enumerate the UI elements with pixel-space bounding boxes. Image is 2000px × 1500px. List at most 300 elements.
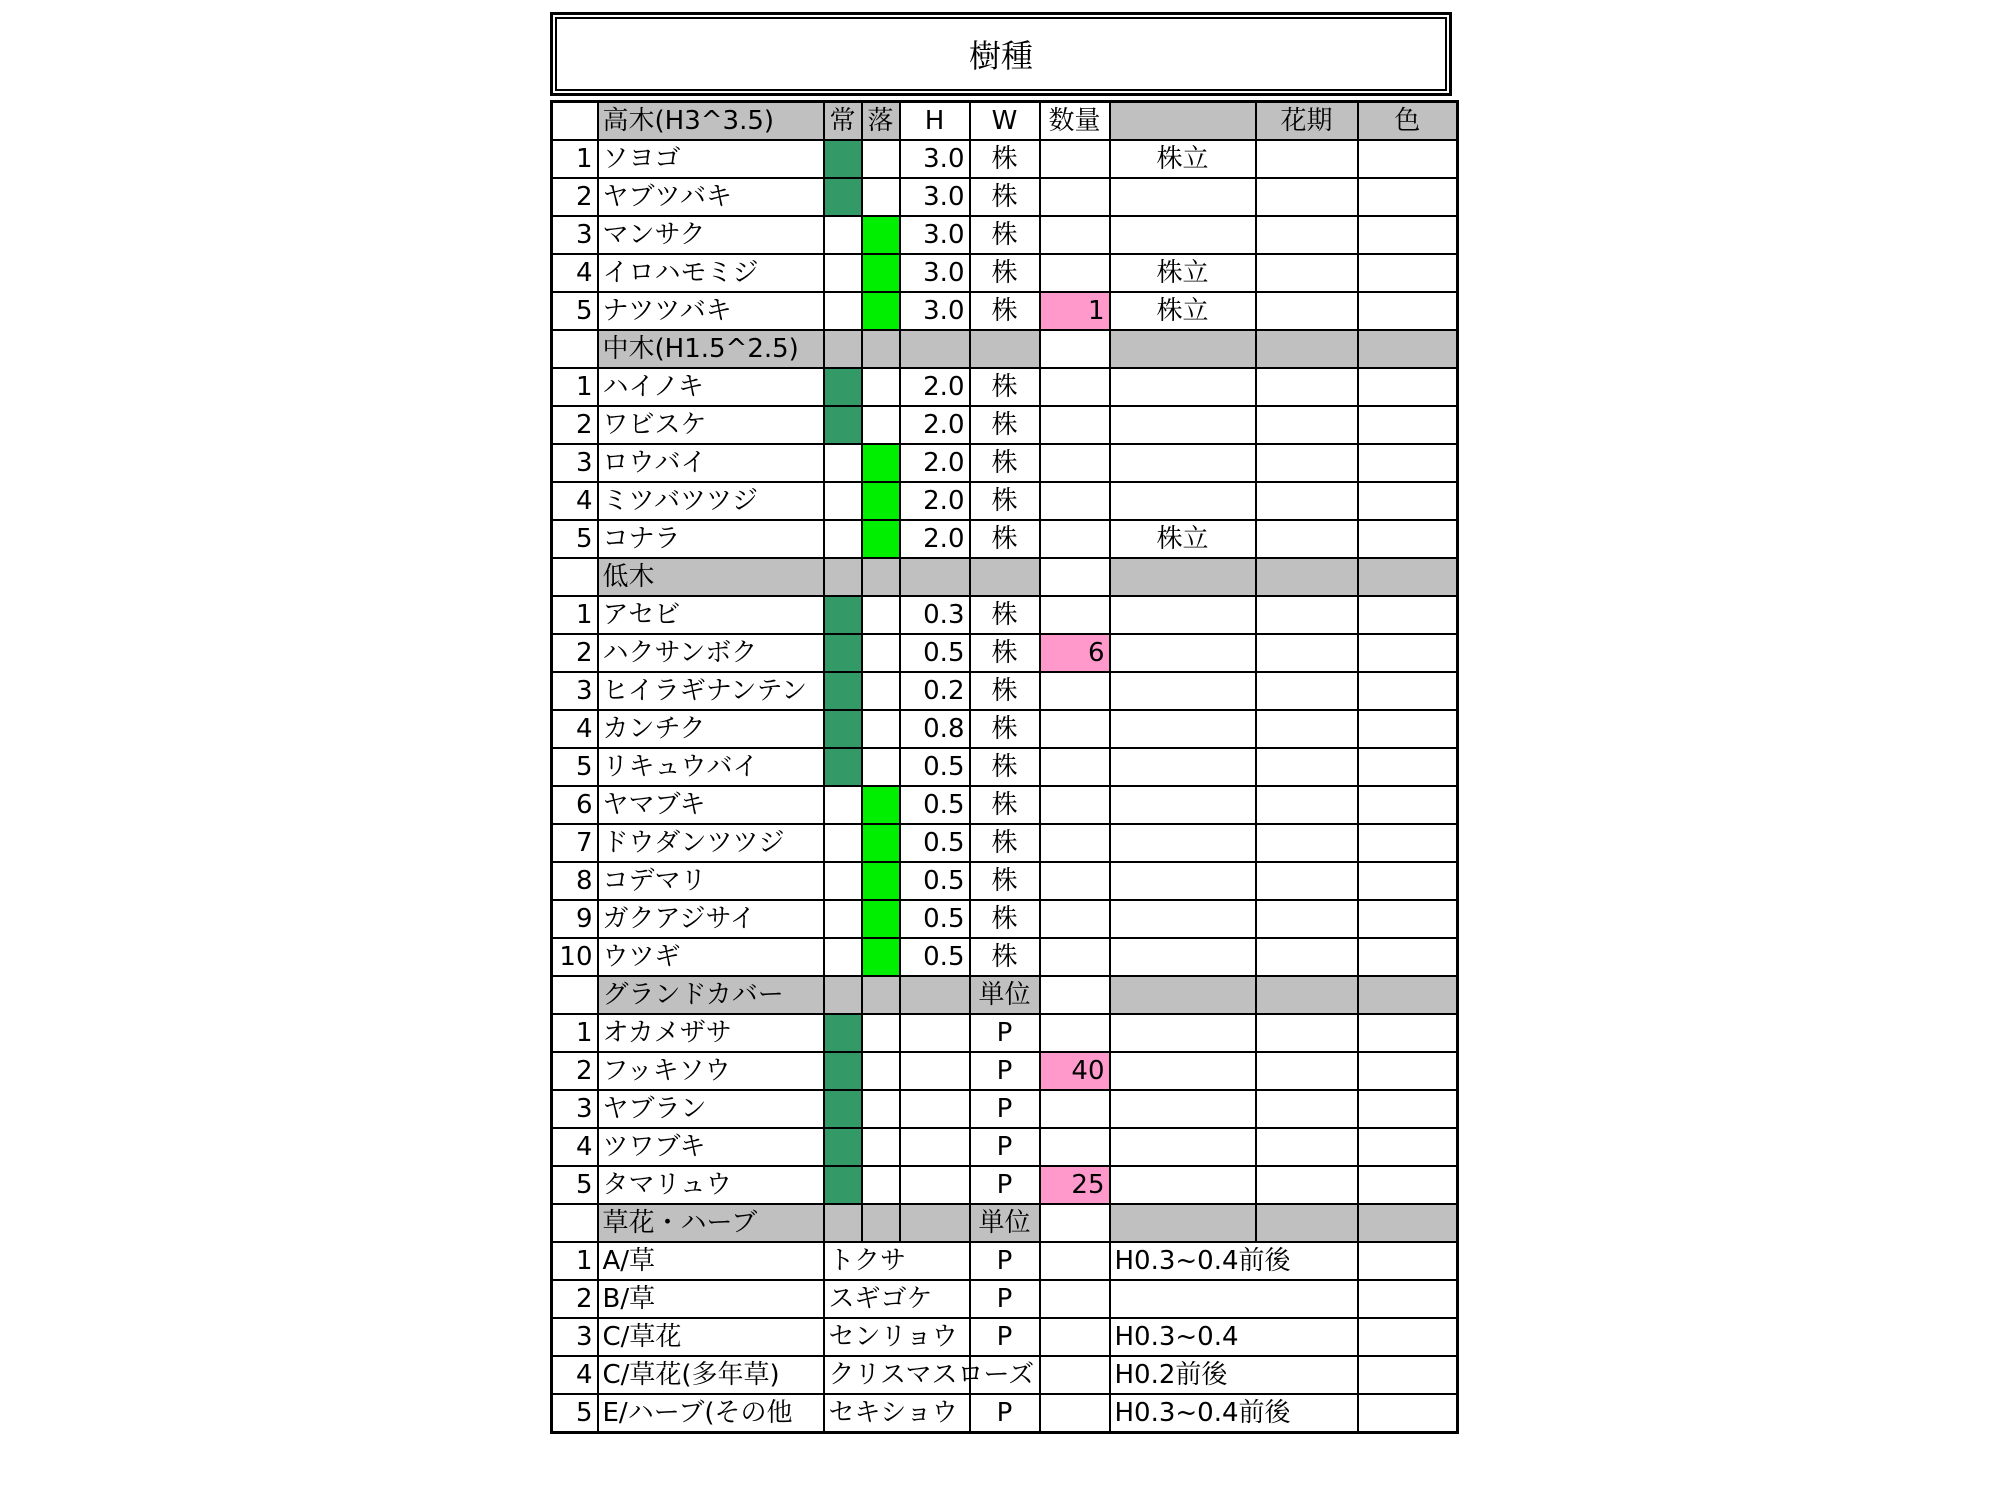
quantity-value: 25 <box>1040 1166 1110 1204</box>
table-row <box>552 292 1458 330</box>
deciduous-marker <box>862 596 900 634</box>
remark-value: 株立 <box>1110 140 1256 178</box>
evergreen-marker <box>824 482 862 520</box>
remark-value <box>1110 1128 1256 1166</box>
table-row <box>552 1090 1458 1128</box>
color-cell <box>1358 1394 1458 1433</box>
color-cell <box>1358 1090 1458 1128</box>
section-evergreen-cell <box>824 558 862 596</box>
height-value: 3.0 <box>900 178 970 216</box>
section-evergreen-cell <box>824 330 862 368</box>
color-cell <box>1358 748 1458 786</box>
evergreen-marker <box>824 1090 862 1128</box>
species-name: ハイノキ <box>598 368 824 406</box>
section-label: 草花・ハーブ <box>598 1204 824 1242</box>
row-number: 1 <box>552 596 598 634</box>
header-color: 色 <box>1358 102 1458 141</box>
row-number: 1 <box>552 1014 598 1052</box>
width-unit: 株 <box>970 748 1040 786</box>
quantity-value: 6 <box>1040 634 1110 672</box>
deciduous-marker <box>862 178 900 216</box>
deciduous-marker <box>862 710 900 748</box>
remark-value: H0.3~0.4前後 <box>1110 1242 1358 1280</box>
color-cell <box>1358 596 1458 634</box>
section-remark-cell <box>1110 1204 1256 1242</box>
bloom-cell <box>1256 520 1358 558</box>
deciduous-marker <box>862 786 900 824</box>
table-row <box>552 786 1458 824</box>
plant-name: トクサ <box>824 1242 970 1280</box>
bloom-cell <box>1256 140 1358 178</box>
width-unit: 株 <box>970 444 1040 482</box>
section-no-cell <box>552 558 598 596</box>
color-cell <box>1358 406 1458 444</box>
quantity-value <box>1040 672 1110 710</box>
remark-value <box>1110 482 1256 520</box>
color-cell <box>1358 292 1458 330</box>
remark-value <box>1110 1090 1256 1128</box>
width-unit: 株 <box>970 672 1040 710</box>
bloom-cell <box>1256 178 1358 216</box>
bloom-cell <box>1256 1128 1358 1166</box>
quantity-value <box>1040 406 1110 444</box>
width-unit: 株 <box>970 786 1040 824</box>
deciduous-marker <box>862 444 900 482</box>
remark-value <box>1110 1280 1358 1318</box>
species-name: ドウダンツツジ <box>598 824 824 862</box>
remark-value <box>1110 368 1256 406</box>
height-value: 0.5 <box>900 900 970 938</box>
width-unit: 株 <box>970 178 1040 216</box>
bloom-cell <box>1256 672 1358 710</box>
deciduous-marker <box>862 748 900 786</box>
table-row <box>552 1052 1458 1090</box>
section-unit <box>970 330 1040 368</box>
species-name: オカメザサ <box>598 1014 824 1052</box>
row-number: 1 <box>552 368 598 406</box>
header-deciduous: 落 <box>862 102 900 141</box>
herb-category: B/草 <box>598 1280 824 1318</box>
row-number: 1 <box>552 1242 598 1280</box>
row-number: 4 <box>552 1128 598 1166</box>
table-row <box>552 710 1458 748</box>
remark-value <box>1110 786 1256 824</box>
section-h-cell <box>900 558 970 596</box>
bloom-cell <box>1256 748 1358 786</box>
evergreen-marker <box>824 710 862 748</box>
evergreen-marker <box>824 938 862 976</box>
species-name: マンサク <box>598 216 824 254</box>
tree-species-table <box>550 100 1459 1434</box>
evergreen-marker <box>824 178 862 216</box>
deciduous-marker <box>862 254 900 292</box>
width-unit: 株 <box>970 520 1040 558</box>
quantity-value <box>1040 178 1110 216</box>
quantity-value <box>1040 1242 1110 1280</box>
table-row <box>552 596 1458 634</box>
quantity-value <box>1040 368 1110 406</box>
quantity-value <box>1040 938 1110 976</box>
section-remark-cell <box>1110 976 1256 1014</box>
row-number: 3 <box>552 216 598 254</box>
deciduous-marker <box>862 368 900 406</box>
species-name: ツワブキ <box>598 1128 824 1166</box>
section-deciduous-cell <box>862 976 900 1014</box>
header-row <box>552 102 1458 141</box>
species-name: ガクアジサイ <box>598 900 824 938</box>
quantity-value <box>1040 520 1110 558</box>
species-name: コデマリ <box>598 862 824 900</box>
species-name: ヤブラン <box>598 1090 824 1128</box>
quantity-value <box>1040 1128 1110 1166</box>
color-cell <box>1358 368 1458 406</box>
row-number: 2 <box>552 634 598 672</box>
quantity-value <box>1040 1318 1110 1356</box>
species-name: イロハモミジ <box>598 254 824 292</box>
row-number: 1 <box>552 140 598 178</box>
species-name: アセビ <box>598 596 824 634</box>
header-remark <box>1110 102 1256 141</box>
deciduous-marker <box>862 1090 900 1128</box>
width-unit: 株 <box>970 824 1040 862</box>
section-evergreen-cell <box>824 1204 862 1242</box>
table-row <box>552 824 1458 862</box>
deciduous-marker <box>862 216 900 254</box>
section-unit: 単位 <box>970 976 1040 1014</box>
width-unit: P <box>970 1394 1040 1433</box>
table-row <box>552 748 1458 786</box>
table-row <box>552 368 1458 406</box>
bloom-cell <box>1256 1090 1358 1128</box>
evergreen-marker <box>824 140 862 178</box>
remark-value: 株立 <box>1110 520 1256 558</box>
section-unit: 単位 <box>970 1204 1040 1242</box>
width-unit: 株 <box>970 900 1040 938</box>
deciduous-marker <box>862 634 900 672</box>
quantity-value <box>1040 748 1110 786</box>
height-value: 2.0 <box>900 406 970 444</box>
evergreen-marker <box>824 1014 862 1052</box>
color-cell <box>1358 482 1458 520</box>
color-cell <box>1358 254 1458 292</box>
evergreen-marker <box>824 444 862 482</box>
section-qty-cell <box>1040 976 1110 1014</box>
bloom-cell <box>1256 254 1358 292</box>
section-header-row <box>552 1204 1458 1242</box>
table-row <box>552 1014 1458 1052</box>
height-value: 0.2 <box>900 672 970 710</box>
remark-value <box>1110 406 1256 444</box>
color-cell <box>1358 900 1458 938</box>
row-number: 8 <box>552 862 598 900</box>
evergreen-marker <box>824 216 862 254</box>
table-row <box>552 634 1458 672</box>
plant-name: クリスマスローズ <box>824 1356 970 1394</box>
species-name: ワビスケ <box>598 406 824 444</box>
height-value: 0.3 <box>900 596 970 634</box>
bloom-cell <box>1256 596 1358 634</box>
quantity-value <box>1040 596 1110 634</box>
remark-value: H0.3~0.4前後 <box>1110 1394 1358 1433</box>
width-unit: 株 <box>970 292 1040 330</box>
width-unit: 株 <box>970 368 1040 406</box>
row-number: 3 <box>552 1090 598 1128</box>
table-row <box>552 1128 1458 1166</box>
width-unit: 株 <box>970 482 1040 520</box>
evergreen-marker <box>824 254 862 292</box>
width-unit: 株 <box>970 140 1040 178</box>
bloom-cell <box>1256 900 1358 938</box>
width-unit: 株 <box>970 596 1040 634</box>
deciduous-marker <box>862 140 900 178</box>
height-value: 0.5 <box>900 938 970 976</box>
remark-value <box>1110 710 1256 748</box>
width-unit: P <box>970 1014 1040 1052</box>
table-row <box>552 1242 1458 1280</box>
remark-value <box>1110 748 1256 786</box>
section-bloom-cell <box>1256 1204 1358 1242</box>
deciduous-marker <box>862 1128 900 1166</box>
evergreen-marker <box>824 406 862 444</box>
width-unit: 株 <box>970 938 1040 976</box>
remark-value <box>1110 596 1256 634</box>
height-value: 2.0 <box>900 482 970 520</box>
width-unit: P <box>970 1280 1040 1318</box>
herb-category: C/草花(多年草) <box>598 1356 824 1394</box>
remark-value <box>1110 862 1256 900</box>
header-evergreen: 常 <box>824 102 862 141</box>
width-unit: 株 <box>970 406 1040 444</box>
section-remark-cell <box>1110 558 1256 596</box>
evergreen-marker <box>824 1166 862 1204</box>
row-number: 4 <box>552 254 598 292</box>
height-value <box>900 1166 970 1204</box>
height-value: 3.0 <box>900 254 970 292</box>
herb-category: A/草 <box>598 1242 824 1280</box>
deciduous-marker <box>862 862 900 900</box>
remark-value <box>1110 178 1256 216</box>
remark-value <box>1110 900 1256 938</box>
section-h-cell <box>900 1204 970 1242</box>
table-row <box>552 444 1458 482</box>
deciduous-marker <box>862 1014 900 1052</box>
table-row <box>552 520 1458 558</box>
color-cell <box>1358 520 1458 558</box>
quantity-value <box>1040 1014 1110 1052</box>
width-unit: 株 <box>970 216 1040 254</box>
table-row <box>552 140 1458 178</box>
color-cell <box>1358 140 1458 178</box>
quantity-value <box>1040 1394 1110 1433</box>
remark-value <box>1110 634 1256 672</box>
section-bloom-cell <box>1256 558 1358 596</box>
section-label: 中木(H1.5^2.5) <box>598 330 824 368</box>
species-name: ヒイラギナンテン <box>598 672 824 710</box>
height-value: 0.5 <box>900 748 970 786</box>
remark-value: 株立 <box>1110 254 1256 292</box>
height-value: 2.0 <box>900 444 970 482</box>
species-name: ヤブツバキ <box>598 178 824 216</box>
row-number: 2 <box>552 1280 598 1318</box>
header-qty: 数量 <box>1040 102 1110 141</box>
remark-value <box>1110 444 1256 482</box>
quantity-value <box>1040 786 1110 824</box>
table-row <box>552 1280 1458 1318</box>
color-cell <box>1358 1242 1458 1280</box>
color-cell <box>1358 786 1458 824</box>
color-cell <box>1358 1128 1458 1166</box>
species-name: フッキソウ <box>598 1052 824 1090</box>
evergreen-marker <box>824 292 862 330</box>
bloom-cell <box>1256 1052 1358 1090</box>
section-header-row <box>552 558 1458 596</box>
row-number: 6 <box>552 786 598 824</box>
color-cell <box>1358 1166 1458 1204</box>
section-label: 低木 <box>598 558 824 596</box>
section-color-cell <box>1358 1204 1458 1242</box>
width-unit: 株 <box>970 634 1040 672</box>
bloom-cell <box>1256 862 1358 900</box>
evergreen-marker <box>824 824 862 862</box>
row-number: 4 <box>552 1356 598 1394</box>
height-value: 3.0 <box>900 292 970 330</box>
section-deciduous-cell <box>862 1204 900 1242</box>
species-name: タマリュウ <box>598 1166 824 1204</box>
section-qty-cell <box>1040 558 1110 596</box>
remark-value <box>1110 938 1256 976</box>
row-number: 2 <box>552 178 598 216</box>
bloom-cell <box>1256 786 1358 824</box>
bloom-cell <box>1256 1166 1358 1204</box>
row-number: 3 <box>552 1318 598 1356</box>
evergreen-marker <box>824 520 862 558</box>
species-name: ヤマブキ <box>598 786 824 824</box>
section-qty-cell <box>1040 330 1110 368</box>
height-value: 3.0 <box>900 216 970 254</box>
row-number: 2 <box>552 406 598 444</box>
section-no-cell <box>552 976 598 1014</box>
species-name: ロウバイ <box>598 444 824 482</box>
evergreen-marker <box>824 672 862 710</box>
section-evergreen-cell <box>824 976 862 1014</box>
deciduous-marker <box>862 406 900 444</box>
remark-value <box>1110 1052 1256 1090</box>
quantity-value: 1 <box>1040 292 1110 330</box>
bloom-cell <box>1256 216 1358 254</box>
row-number: 10 <box>552 938 598 976</box>
table-row <box>552 1356 1458 1394</box>
row-number: 4 <box>552 710 598 748</box>
row-number: 5 <box>552 520 598 558</box>
width-unit: 株 <box>970 254 1040 292</box>
deciduous-marker <box>862 520 900 558</box>
section-color-cell <box>1358 976 1458 1014</box>
height-value: 0.8 <box>900 710 970 748</box>
header-no-cell <box>552 102 598 141</box>
bloom-cell <box>1256 444 1358 482</box>
quantity-value <box>1040 1280 1110 1318</box>
quantity-value <box>1040 1356 1110 1394</box>
deciduous-marker <box>862 672 900 710</box>
bloom-cell <box>1256 368 1358 406</box>
sheet-title: 樹種 <box>550 12 1452 96</box>
color-cell <box>1358 1052 1458 1090</box>
quantity-value <box>1040 824 1110 862</box>
width-unit: P <box>970 1166 1040 1204</box>
height-value <box>900 1128 970 1166</box>
header-w: W <box>970 102 1040 141</box>
section-h-cell <box>900 976 970 1014</box>
section-label: グランドカバー <box>598 976 824 1014</box>
header-bloom: 花期 <box>1256 102 1358 141</box>
color-cell <box>1358 444 1458 482</box>
row-number: 5 <box>552 748 598 786</box>
section-bloom-cell <box>1256 330 1358 368</box>
color-cell <box>1358 634 1458 672</box>
section-header-row <box>552 976 1458 1014</box>
evergreen-marker <box>824 786 862 824</box>
remark-value <box>1110 672 1256 710</box>
deciduous-marker <box>862 1166 900 1204</box>
height-value: 0.5 <box>900 634 970 672</box>
table-row <box>552 1394 1458 1433</box>
section-color-cell <box>1358 558 1458 596</box>
herb-category: E/ハーブ(その他 <box>598 1394 824 1433</box>
color-cell <box>1358 1280 1458 1318</box>
evergreen-marker <box>824 368 862 406</box>
bloom-cell <box>1256 710 1358 748</box>
remark-value: 株立 <box>1110 292 1256 330</box>
bloom-cell <box>1256 406 1358 444</box>
color-cell <box>1358 1318 1458 1356</box>
height-value: 2.0 <box>900 520 970 558</box>
species-name: ウツギ <box>598 938 824 976</box>
deciduous-marker <box>862 900 900 938</box>
herb-category: C/草花 <box>598 1318 824 1356</box>
height-value: 0.5 <box>900 786 970 824</box>
quantity-value <box>1040 140 1110 178</box>
species-name: ミツバツツジ <box>598 482 824 520</box>
section-unit <box>970 558 1040 596</box>
quantity-value: 40 <box>1040 1052 1110 1090</box>
section-no-cell <box>552 1204 598 1242</box>
height-value: 3.0 <box>900 140 970 178</box>
row-number: 2 <box>552 1052 598 1090</box>
remark-value: H0.2前後 <box>1110 1356 1358 1394</box>
color-cell <box>1358 1356 1458 1394</box>
evergreen-marker <box>824 596 862 634</box>
table-row <box>552 672 1458 710</box>
table-row <box>552 216 1458 254</box>
table-row <box>552 254 1458 292</box>
evergreen-marker <box>824 862 862 900</box>
deciduous-marker <box>862 292 900 330</box>
width-unit: P <box>970 1128 1040 1166</box>
species-name: ナツツバキ <box>598 292 824 330</box>
width-unit: P <box>970 1318 1040 1356</box>
table-row <box>552 1318 1458 1356</box>
deciduous-marker <box>862 482 900 520</box>
deciduous-marker <box>862 824 900 862</box>
bloom-cell <box>1256 634 1358 672</box>
bloom-cell <box>1256 1014 1358 1052</box>
header-tall-tree: 高木(H3^3.5) <box>598 102 824 141</box>
remark-value: H0.3~0.4 <box>1110 1318 1358 1356</box>
color-cell <box>1358 824 1458 862</box>
width-unit: P <box>970 1090 1040 1128</box>
species-name: ハクサンボク <box>598 634 824 672</box>
species-name: カンチク <box>598 710 824 748</box>
